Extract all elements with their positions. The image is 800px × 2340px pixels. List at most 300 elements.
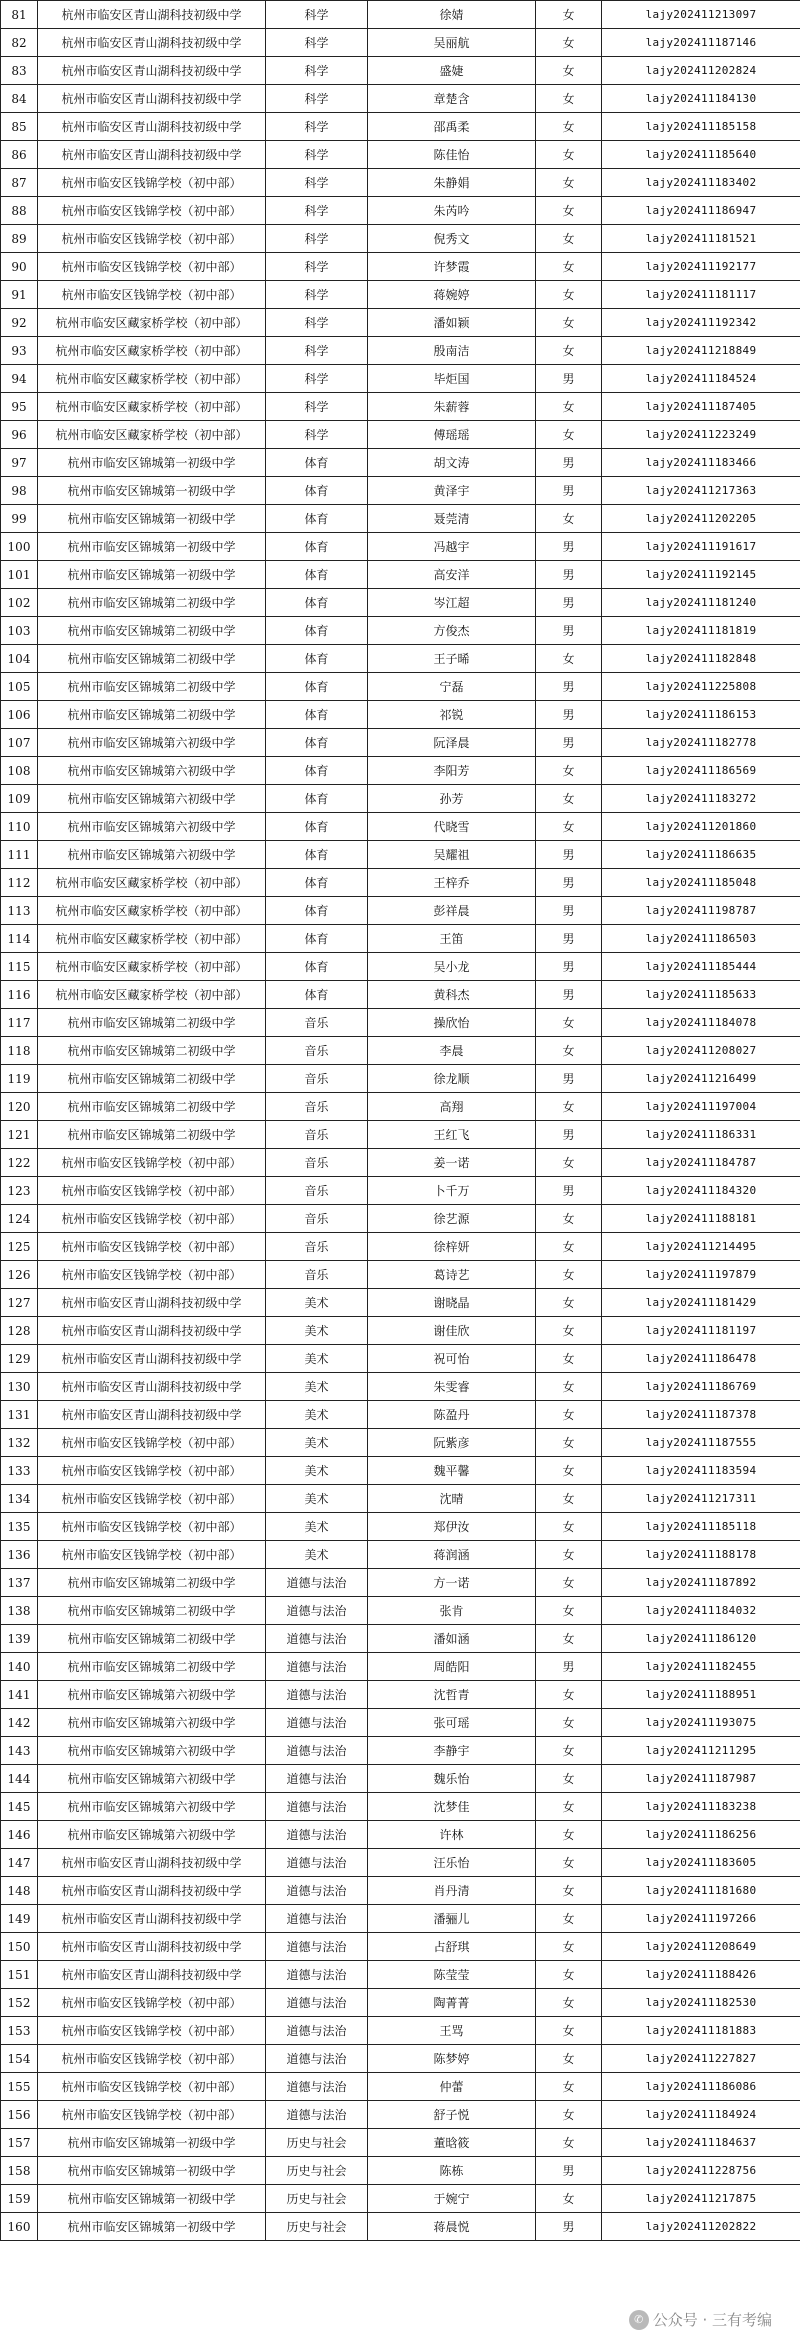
table-row (1, 1261, 800, 1289)
row-number: 91 (1, 281, 38, 309)
subject: 科学 (266, 85, 368, 113)
gender: 女 (536, 1373, 602, 1401)
table-row (1, 85, 800, 113)
row-number: 133 (1, 1457, 38, 1485)
candidate-name: 阮紫彦 (368, 1429, 536, 1457)
candidate-name: 高翔 (368, 1093, 536, 1121)
candidate-name: 吴耀祖 (368, 841, 536, 869)
table-row (1, 1177, 800, 1205)
school-name: 杭州市临安区锦城第二初级中学 (38, 1121, 266, 1149)
school-name: 杭州市临安区锦城第二初级中学 (38, 701, 266, 729)
gender: 女 (536, 1597, 602, 1625)
watermark (623, 2307, 778, 2332)
school-name: 杭州市临安区锦城第二初级中学 (38, 1653, 266, 1681)
candidate-name: 章楚含 (368, 85, 536, 113)
subject: 科学 (266, 309, 368, 337)
candidate-name: 沈晴 (368, 1485, 536, 1513)
gender: 男 (536, 841, 602, 869)
subject: 音乐 (266, 1121, 368, 1149)
row-number: 84 (1, 85, 38, 113)
gender: 女 (536, 2045, 602, 2073)
gender: 女 (536, 1233, 602, 1261)
gender: 男 (536, 2213, 602, 2241)
row-number: 99 (1, 505, 38, 533)
gender: 女 (536, 1317, 602, 1345)
table-row (1, 197, 800, 225)
row-number: 96 (1, 421, 38, 449)
row-number: 102 (1, 589, 38, 617)
subject: 音乐 (266, 1177, 368, 1205)
gender: 女 (536, 225, 602, 253)
row-number: 130 (1, 1373, 38, 1401)
registration-code: lajy202411181680 (602, 1877, 800, 1905)
table-row (1, 1961, 800, 1989)
candidate-name: 朱薪蓉 (368, 393, 536, 421)
registration-code: lajy202411183402 (602, 169, 800, 197)
school-name: 杭州市临安区藏家桥学校（初中部） (38, 421, 266, 449)
candidate-name: 张肯 (368, 1597, 536, 1625)
candidate-name: 李阳芳 (368, 757, 536, 785)
subject: 科学 (266, 141, 368, 169)
subject: 道德与法治 (266, 1877, 368, 1905)
subject: 体育 (266, 449, 368, 477)
gender: 男 (536, 449, 602, 477)
registration-code: lajy202411187405 (602, 393, 800, 421)
registration-code: lajy202411183466 (602, 449, 800, 477)
table-row (1, 533, 800, 561)
row-number: 127 (1, 1289, 38, 1317)
row-number: 144 (1, 1765, 38, 1793)
subject: 道德与法治 (266, 1625, 368, 1653)
watermark-text: 公众号 · 三有考编 (652, 2311, 772, 2329)
subject: 体育 (266, 477, 368, 505)
registration-code: lajy202411183594 (602, 1457, 800, 1485)
table-row (1, 2129, 800, 2157)
registration-code: lajy202411198787 (602, 897, 800, 925)
subject: 体育 (266, 673, 368, 701)
school-name: 杭州市临安区锦城第一初级中学 (38, 449, 266, 477)
row-number: 138 (1, 1597, 38, 1625)
candidate-name: 陈梦婷 (368, 2045, 536, 2073)
gender: 女 (536, 1625, 602, 1653)
registration-code: lajy202411208027 (602, 1037, 800, 1065)
gender: 女 (536, 141, 602, 169)
table-row (1, 1037, 800, 1065)
school-name: 杭州市临安区锦城第二初级中学 (38, 1065, 266, 1093)
subject: 体育 (266, 645, 368, 673)
school-name: 杭州市临安区青山湖科技初级中学 (38, 57, 266, 85)
row-number: 120 (1, 1093, 38, 1121)
subject: 科学 (266, 225, 368, 253)
registration-code: lajy202411183272 (602, 785, 800, 813)
row-number: 108 (1, 757, 38, 785)
table-row (1, 617, 800, 645)
row-number: 148 (1, 1877, 38, 1905)
row-number: 89 (1, 225, 38, 253)
subject: 历史与社会 (266, 2157, 368, 2185)
gender: 男 (536, 477, 602, 505)
row-number: 131 (1, 1401, 38, 1429)
candidate-name: 沈梦佳 (368, 1793, 536, 1821)
registration-code: lajy202411182778 (602, 729, 800, 757)
gender: 女 (536, 197, 602, 225)
table-row (1, 1121, 800, 1149)
subject: 科学 (266, 1, 368, 29)
subject: 道德与法治 (266, 1933, 368, 1961)
row-number: 95 (1, 393, 38, 421)
row-number: 106 (1, 701, 38, 729)
row-number: 121 (1, 1121, 38, 1149)
table-row (1, 1485, 800, 1513)
candidate-name: 周皓阳 (368, 1653, 536, 1681)
subject: 道德与法治 (266, 1569, 368, 1597)
subject: 科学 (266, 253, 368, 281)
registration-code: lajy202411208649 (602, 1933, 800, 1961)
subject: 美术 (266, 1429, 368, 1457)
row-number: 117 (1, 1009, 38, 1037)
gender: 女 (536, 1149, 602, 1177)
registration-code: lajy202411185048 (602, 869, 800, 897)
gender: 女 (536, 309, 602, 337)
gender: 女 (536, 421, 602, 449)
table-row (1, 1513, 800, 1541)
school-name: 杭州市临安区锦城第六初级中学 (38, 1821, 266, 1849)
subject: 道德与法治 (266, 1709, 368, 1737)
table-row (1, 813, 800, 841)
school-name: 杭州市临安区钱锦学校（初中部） (38, 1233, 266, 1261)
registration-code: lajy202411217311 (602, 1485, 800, 1513)
registration-code: lajy202411211295 (602, 1737, 800, 1765)
school-name: 杭州市临安区锦城第六初级中学 (38, 813, 266, 841)
subject: 音乐 (266, 1149, 368, 1177)
gender: 女 (536, 1681, 602, 1709)
registration-code: lajy202411185633 (602, 981, 800, 1009)
subject: 体育 (266, 841, 368, 869)
gender: 女 (536, 29, 602, 57)
table-row (1, 477, 800, 505)
candidate-name: 许林 (368, 1821, 536, 1849)
subject: 体育 (266, 953, 368, 981)
row-number: 135 (1, 1513, 38, 1541)
subject: 音乐 (266, 1093, 368, 1121)
subject: 科学 (266, 421, 368, 449)
gender: 女 (536, 1429, 602, 1457)
candidate-name: 肖丹清 (368, 1877, 536, 1905)
school-name: 杭州市临安区钱锦学校（初中部） (38, 1149, 266, 1177)
school-name: 杭州市临安区钱锦学校（初中部） (38, 1485, 266, 1513)
registration-code: lajy202411184787 (602, 1149, 800, 1177)
row-number: 146 (1, 1821, 38, 1849)
school-name: 杭州市临安区钱锦学校（初中部） (38, 2017, 266, 2045)
table-row (1, 2157, 800, 2185)
registration-code: lajy202411188951 (602, 1681, 800, 1709)
subject: 道德与法治 (266, 2017, 368, 2045)
subject: 道德与法治 (266, 1989, 368, 2017)
row-number: 129 (1, 1345, 38, 1373)
school-name: 杭州市临安区锦城第二初级中学 (38, 1009, 266, 1037)
candidate-name: 徐艺源 (368, 1205, 536, 1233)
registration-code: lajy202411182455 (602, 1653, 800, 1681)
registration-code: lajy202411223249 (602, 421, 800, 449)
registration-code: lajy202411184032 (602, 1597, 800, 1625)
registration-code: lajy202411192145 (602, 561, 800, 589)
table-row (1, 29, 800, 57)
registration-code: lajy202411184924 (602, 2101, 800, 2129)
row-number: 142 (1, 1709, 38, 1737)
registration-code: lajy202411186331 (602, 1121, 800, 1149)
school-name: 杭州市临安区青山湖科技初级中学 (38, 85, 266, 113)
candidate-name: 祝可怡 (368, 1345, 536, 1373)
subject: 历史与社会 (266, 2129, 368, 2157)
row-number: 105 (1, 673, 38, 701)
table-row (1, 169, 800, 197)
candidate-name: 朱雯睿 (368, 1373, 536, 1401)
subject: 体育 (266, 729, 368, 757)
gender: 男 (536, 589, 602, 617)
registration-code: lajy202411193075 (602, 1709, 800, 1737)
subject: 历史与社会 (266, 2213, 368, 2241)
school-name: 杭州市临安区锦城第二初级中学 (38, 617, 266, 645)
school-name: 杭州市临安区锦城第六初级中学 (38, 1737, 266, 1765)
table-row (1, 729, 800, 757)
gender: 女 (536, 2101, 602, 2129)
registration-code: lajy202411187987 (602, 1765, 800, 1793)
gender: 女 (536, 1093, 602, 1121)
table-row (1, 141, 800, 169)
subject: 音乐 (266, 1233, 368, 1261)
table-row (1, 1289, 800, 1317)
subject: 科学 (266, 365, 368, 393)
gender: 女 (536, 1289, 602, 1317)
candidate-name: 高安洋 (368, 561, 536, 589)
gender: 女 (536, 1961, 602, 1989)
gender: 女 (536, 1569, 602, 1597)
table-row (1, 673, 800, 701)
row-number: 126 (1, 1261, 38, 1289)
table-row (1, 1205, 800, 1233)
row-number: 81 (1, 1, 38, 29)
gender: 女 (536, 253, 602, 281)
registration-code: lajy202411182530 (602, 1989, 800, 2017)
row-number: 107 (1, 729, 38, 757)
subject: 美术 (266, 1317, 368, 1345)
table-row (1, 561, 800, 589)
candidate-name: 陈莹莹 (368, 1961, 536, 1989)
table-row (1, 253, 800, 281)
row-number: 159 (1, 2185, 38, 2213)
gender: 男 (536, 1177, 602, 1205)
row-number: 124 (1, 1205, 38, 1233)
gender: 女 (536, 281, 602, 309)
subject: 美术 (266, 1289, 368, 1317)
registration-code: lajy202411186478 (602, 1345, 800, 1373)
row-number: 143 (1, 1737, 38, 1765)
school-name: 杭州市临安区青山湖科技初级中学 (38, 1933, 266, 1961)
school-name: 杭州市临安区锦城第一初级中学 (38, 533, 266, 561)
row-number: 145 (1, 1793, 38, 1821)
subject: 道德与法治 (266, 1681, 368, 1709)
candidate-name: 王梓乔 (368, 869, 536, 897)
registration-code: lajy202411216499 (602, 1065, 800, 1093)
gender: 女 (536, 1, 602, 29)
table-row (1, 2213, 800, 2241)
row-number: 110 (1, 813, 38, 841)
gender: 女 (536, 169, 602, 197)
candidate-name: 朱静娟 (368, 169, 536, 197)
subject: 道德与法治 (266, 1737, 368, 1765)
candidate-name: 傅瑶瑶 (368, 421, 536, 449)
row-number: 158 (1, 2157, 38, 2185)
registration-code: lajy202411185444 (602, 953, 800, 981)
candidate-name: 邵禹柔 (368, 113, 536, 141)
registration-code: lajy202411218849 (602, 337, 800, 365)
gender: 女 (536, 393, 602, 421)
school-name: 杭州市临安区钱锦学校（初中部） (38, 2101, 266, 2129)
gender: 男 (536, 1065, 602, 1093)
gender: 女 (536, 1793, 602, 1821)
candidate-name: 汪乐怡 (368, 1849, 536, 1877)
gender: 女 (536, 1457, 602, 1485)
subject: 音乐 (266, 1009, 368, 1037)
school-name: 杭州市临安区青山湖科技初级中学 (38, 29, 266, 57)
candidate-name: 占舒琪 (368, 1933, 536, 1961)
registration-code: lajy202411188426 (602, 1961, 800, 1989)
school-name: 杭州市临安区锦城第一初级中学 (38, 2213, 266, 2241)
subject: 音乐 (266, 1261, 368, 1289)
registration-code: lajy202411181117 (602, 281, 800, 309)
subject: 体育 (266, 869, 368, 897)
school-name: 杭州市临安区藏家桥学校（初中部） (38, 869, 266, 897)
gender: 男 (536, 673, 602, 701)
row-number: 93 (1, 337, 38, 365)
subject: 道德与法治 (266, 1821, 368, 1849)
row-number: 90 (1, 253, 38, 281)
registration-code: lajy202411186086 (602, 2073, 800, 2101)
gender: 男 (536, 561, 602, 589)
school-name: 杭州市临安区藏家桥学校（初中部） (38, 365, 266, 393)
school-name: 杭州市临安区钱锦学校（初中部） (38, 1177, 266, 1205)
gender: 女 (536, 57, 602, 85)
row-number: 147 (1, 1849, 38, 1877)
registration-code: lajy202411225808 (602, 673, 800, 701)
school-name: 杭州市临安区钱锦学校（初中部） (38, 1513, 266, 1541)
table-row (1, 1793, 800, 1821)
table-row (1, 1653, 800, 1681)
table-row (1, 981, 800, 1009)
school-name: 杭州市临安区锦城第六初级中学 (38, 1793, 266, 1821)
gender: 女 (536, 1933, 602, 1961)
row-number: 116 (1, 981, 38, 1009)
school-name: 杭州市临安区钱锦学校（初中部） (38, 253, 266, 281)
candidate-name: 殷南洁 (368, 337, 536, 365)
gender: 女 (536, 1905, 602, 1933)
school-name: 杭州市临安区青山湖科技初级中学 (38, 1877, 266, 1905)
school-name: 杭州市临安区青山湖科技初级中学 (38, 1289, 266, 1317)
candidate-name: 胡文涛 (368, 449, 536, 477)
gender: 女 (536, 337, 602, 365)
candidate-name: 陈佳怡 (368, 141, 536, 169)
table-row (1, 281, 800, 309)
subject: 音乐 (266, 1065, 368, 1093)
school-name: 杭州市临安区锦城第六初级中学 (38, 841, 266, 869)
registration-code: lajy202411187146 (602, 29, 800, 57)
school-name: 杭州市临安区藏家桥学校（初中部） (38, 897, 266, 925)
candidate-name: 谢晓晶 (368, 1289, 536, 1317)
subject: 科学 (266, 113, 368, 141)
school-name: 杭州市临安区青山湖科技初级中学 (38, 1961, 266, 1989)
registration-code: lajy202411187555 (602, 1429, 800, 1457)
gender: 男 (536, 925, 602, 953)
gender: 男 (536, 869, 602, 897)
subject: 美术 (266, 1373, 368, 1401)
table-row (1, 57, 800, 85)
registration-code: lajy202411186635 (602, 841, 800, 869)
gender: 男 (536, 2157, 602, 2185)
subject: 道德与法治 (266, 2073, 368, 2101)
candidate-name: 徐梓妍 (368, 1233, 536, 1261)
table-row (1, 897, 800, 925)
table-row (1, 1709, 800, 1737)
row-number: 156 (1, 2101, 38, 2129)
subject: 科学 (266, 197, 368, 225)
row-number: 153 (1, 2017, 38, 2045)
candidate-name: 盛婕 (368, 57, 536, 85)
school-name: 杭州市临安区钱锦学校（初中部） (38, 1205, 266, 1233)
row-number: 87 (1, 169, 38, 197)
gender: 女 (536, 2129, 602, 2157)
subject: 体育 (266, 981, 368, 1009)
row-number: 114 (1, 925, 38, 953)
table-row (1, 1877, 800, 1905)
row-number: 154 (1, 2045, 38, 2073)
candidate-name: 聂莞清 (368, 505, 536, 533)
registration-code: lajy202411213097 (602, 1, 800, 29)
candidate-name: 董晗筱 (368, 2129, 536, 2157)
table-row (1, 113, 800, 141)
registration-code: lajy202411186153 (602, 701, 800, 729)
gender: 女 (536, 1849, 602, 1877)
table-row (1, 1093, 800, 1121)
table-row (1, 1429, 800, 1457)
school-name: 杭州市临安区锦城第二初级中学 (38, 1625, 266, 1653)
registration-code: lajy202411183238 (602, 1793, 800, 1821)
registration-code: lajy202411185640 (602, 141, 800, 169)
candidate-name: 潘如涵 (368, 1625, 536, 1653)
gender: 女 (536, 505, 602, 533)
table-row (1, 1849, 800, 1877)
row-number: 149 (1, 1905, 38, 1933)
row-number: 140 (1, 1653, 38, 1681)
subject: 体育 (266, 925, 368, 953)
registration-code: lajy202411197004 (602, 1093, 800, 1121)
subject: 科学 (266, 57, 368, 85)
school-name: 杭州市临安区钱锦学校（初中部） (38, 1261, 266, 1289)
candidate-name: 方俊杰 (368, 617, 536, 645)
candidate-name: 魏平馨 (368, 1457, 536, 1485)
row-number: 119 (1, 1065, 38, 1093)
table-row (1, 1149, 800, 1177)
subject: 道德与法治 (266, 1961, 368, 1989)
table-row (1, 1457, 800, 1485)
candidate-name: 彭祥晨 (368, 897, 536, 925)
gender: 女 (536, 113, 602, 141)
row-number: 86 (1, 141, 38, 169)
school-name: 杭州市临安区锦城第六初级中学 (38, 757, 266, 785)
table-row (1, 337, 800, 365)
row-number: 82 (1, 29, 38, 57)
subject: 体育 (266, 617, 368, 645)
table-row (1, 421, 800, 449)
